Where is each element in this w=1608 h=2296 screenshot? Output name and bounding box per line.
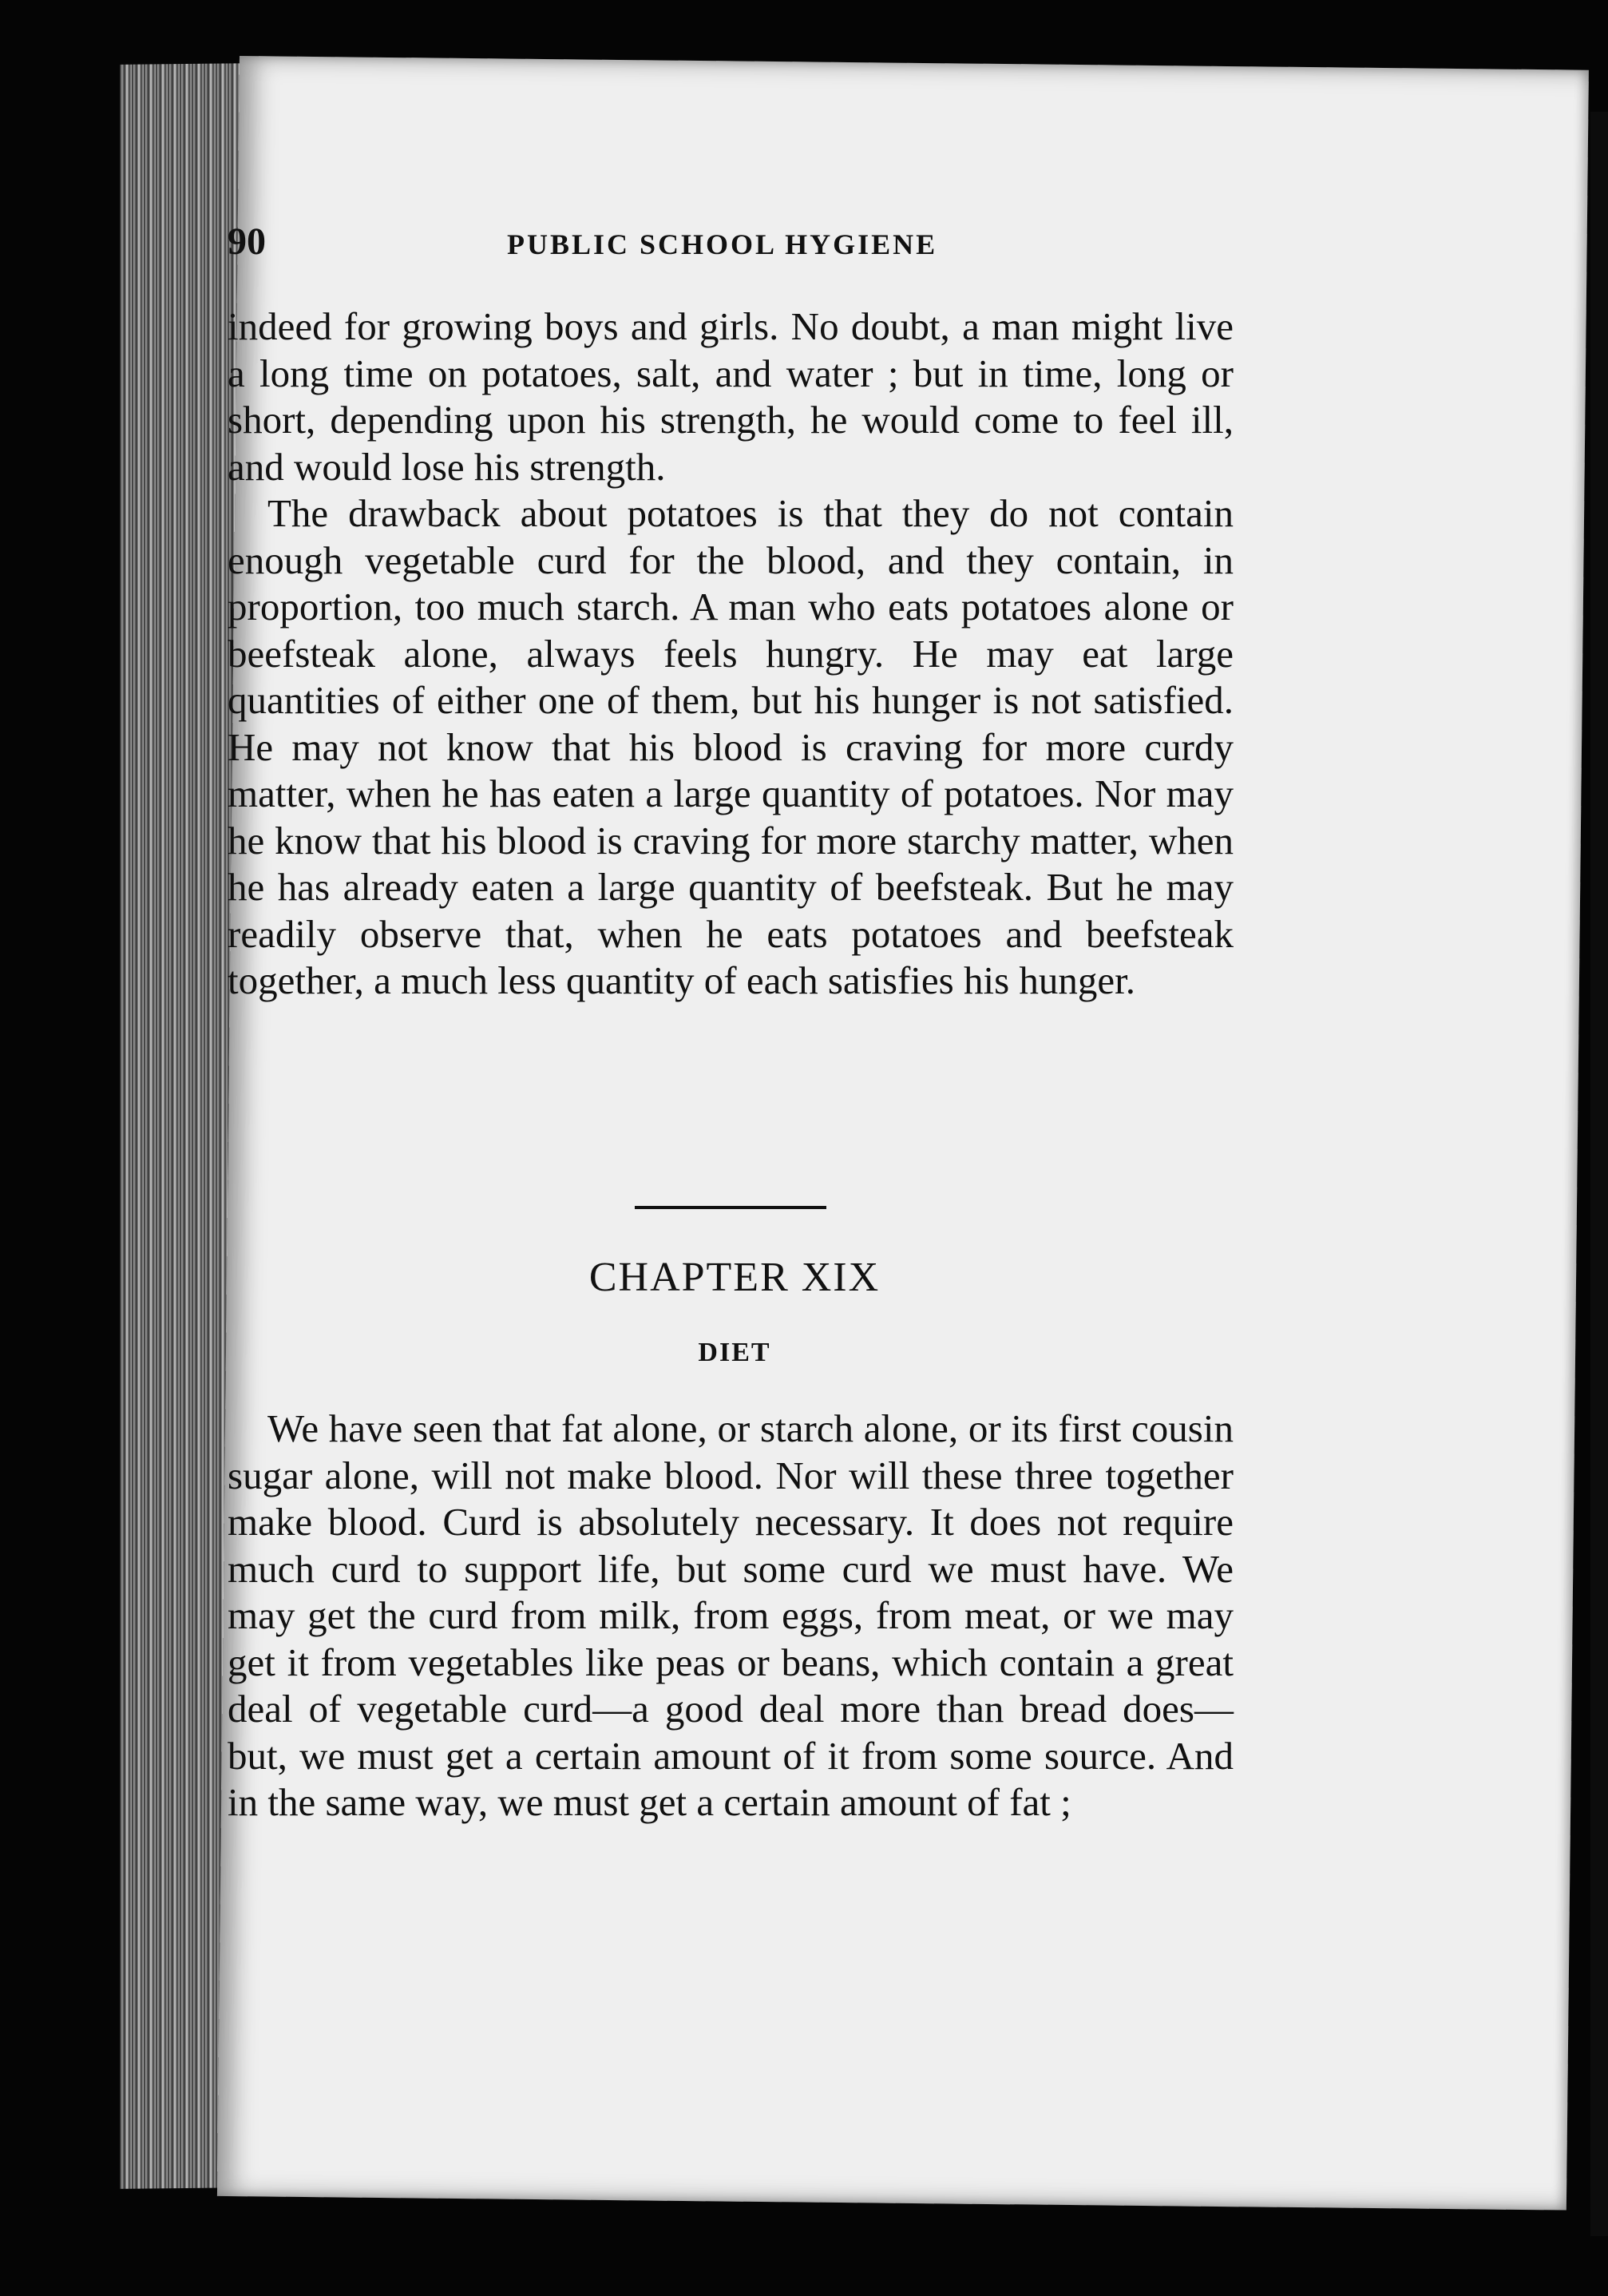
paragraph: We have seen that fat alone, or starch alone, or its first cousin sugar alone, will not make blood. Nor will these three together make blood. Curd is absolutely necessary. It does not require much curd to support life, but some curd we must have. We may get the curd from milk, from eggs, from meat, or we may get it from vegetables like peas or beans, which contain a great deal of vegetable curd—a good deal more than bread does—but, we must get a certain amount of it from some source. And in the same way, we must get a certain amount of fat ; xyxy=(228,1406,1234,1824)
chapter-title: CHAPTER XIX xyxy=(588,1255,881,1300)
chapter-subtitle: DIET xyxy=(698,1338,771,1367)
body-text xyxy=(228,303,1234,1005)
paragraph: The drawback about potatoes is that they do not contain enough vegetable curd for the blood, and they contain, in proportion, too much starch. A man who eats potatoes alone or beefsteak alone, always feels hungry. He may eat large quantities of either one of them, but his hunger is not satisfied. He may not know that his blood is craving for more curdy matter, when he has eaten a large quantity of potatoes. Nor may he know that his blood is craving for more starchy matter, when he has already eaten a large quantity of beefsteak. But he may readily observe that, when he eats potatoes and beefsteak together, a much less quantity of each satisfies his hunger. xyxy=(228,491,1234,1002)
paragraph: indeed for growing boys and girls. No doubt, a man might live a long time on potatoes, salt, and water ; but in time, long or short, depending upon his strength, he would come to feel ill, and would lose his strength. xyxy=(228,304,1234,489)
facing-page-edge xyxy=(1590,112,1608,2236)
chapter-text xyxy=(228,1406,1234,1826)
page-number: 90 xyxy=(228,220,266,263)
section-divider xyxy=(635,1206,826,1209)
running-head: PUBLIC SCHOOL HYGIENE xyxy=(507,228,938,260)
